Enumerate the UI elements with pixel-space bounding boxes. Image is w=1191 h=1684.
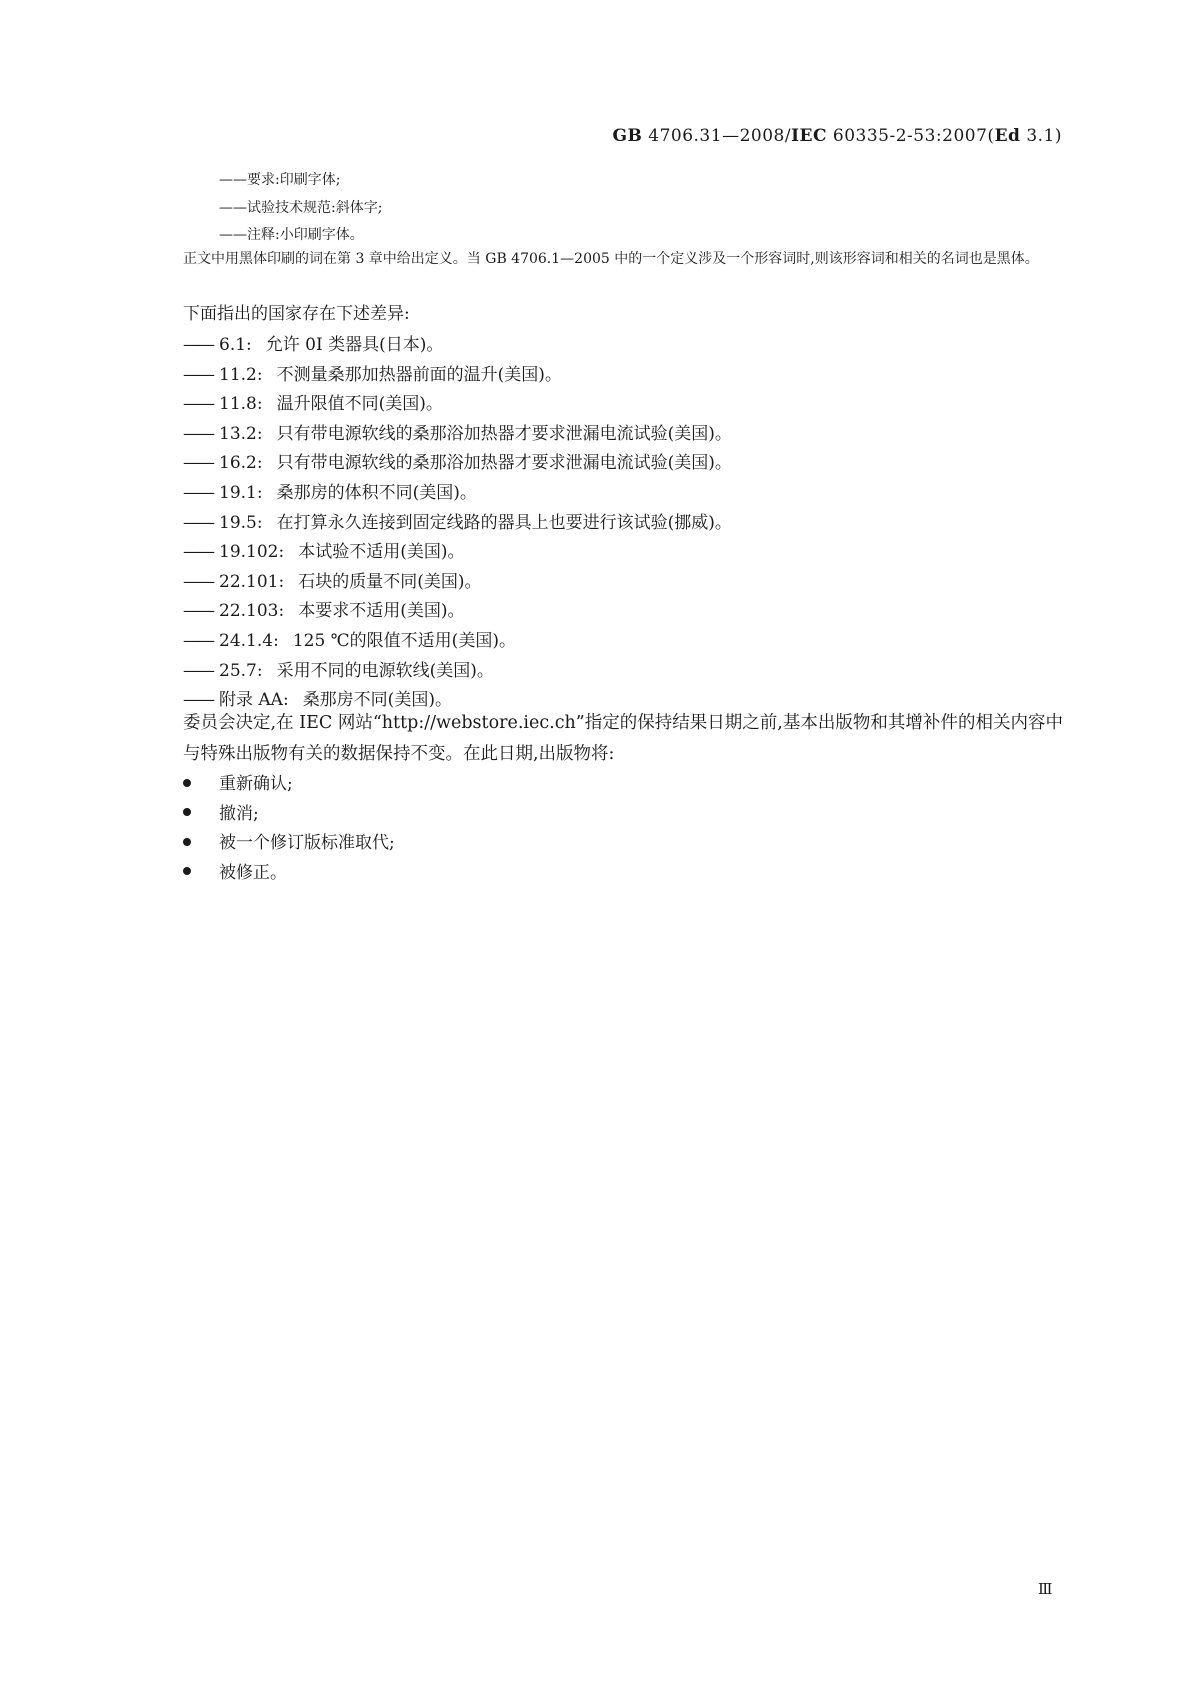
bullet-text: 被修正。 — [219, 862, 287, 883]
clause-number: 19.102: — [219, 542, 285, 563]
committee-paragraph: 委员会决定,在 IEC 网站“http://webstore.iec.ch”指定的保持结果日期之前,基本出版物和其增补件的相关内容中与特殊出版物有关的数据保持不变。在此日期,出版物将: — [183, 713, 1063, 764]
difference-item — [183, 513, 732, 533]
difference-text: 只有带电源软线的桑那浴加热器才要求泄漏电流试验(美国)。 — [276, 453, 732, 474]
clause-number: 22.101: — [219, 571, 285, 592]
clause-number: 附录 AA: — [219, 690, 289, 711]
differences-intro: 下面指出的国家存在下述差异: — [183, 304, 410, 324]
em-dash: —— — [183, 631, 213, 651]
difference-text: 温升限值不同(美国)。 — [276, 394, 443, 415]
bullet-text: 被一个修订版标准取代; — [219, 833, 395, 853]
bullet-dot-icon — [183, 867, 191, 875]
bullet-item — [183, 774, 293, 794]
em-dash: —— — [183, 453, 213, 474]
bullet-item — [183, 804, 259, 824]
difference-item — [183, 335, 443, 355]
em-dash: —— — [183, 660, 213, 681]
format-item-requirements: ——要求:印刷字体; — [219, 172, 341, 188]
difference-text: 不测量桑那加热器前面的温升(美国)。 — [276, 364, 562, 385]
format-item-notes: ——注释:小印刷字体。 — [219, 227, 364, 243]
bullet-item — [183, 863, 287, 883]
difference-item — [183, 453, 732, 473]
em-dash: —— — [183, 601, 213, 622]
difference-item — [183, 483, 477, 503]
bullet-text: 重新确认; — [219, 774, 293, 794]
clause-number: 13.2: — [219, 423, 263, 444]
header-edition: 3.1) — [1020, 126, 1062, 146]
em-dash: —— — [183, 690, 213, 711]
clause-number: 11.2: — [219, 364, 263, 385]
difference-item — [183, 394, 443, 414]
difference-item — [183, 631, 516, 651]
standard-header — [0, 126, 1062, 146]
clause-number: 24.1.4: — [219, 631, 279, 651]
difference-item — [183, 424, 732, 444]
header-iec-number: 60335-2-53:2007( — [827, 126, 995, 146]
format-item-test-specs: ——试验技术规范:斜体字; — [219, 200, 383, 216]
definition-note: 正文中用黑体印刷的词在第 3 章中给出定义。当 GB 4706.1—2005 中的一个定义涉及一个形容词时,则该形容词和相关的名词也是黑体。 — [183, 251, 1039, 267]
em-dash: —— — [183, 364, 213, 385]
clause-number: 19.1: — [219, 483, 263, 503]
difference-item — [183, 601, 464, 621]
difference-text: 石块的质量不同(美国)。 — [298, 571, 482, 592]
em-dash: —— — [183, 423, 213, 444]
clause-number: 22.103: — [219, 601, 285, 622]
em-dash: —— — [183, 571, 213, 592]
header-gb: GB — [612, 126, 643, 146]
em-dash: —— — [183, 512, 213, 533]
difference-text: 本要求不适用(美国)。 — [298, 601, 465, 622]
em-dash: —— — [183, 542, 213, 563]
clause-number: 6.1: — [219, 335, 252, 355]
difference-text: 采用不同的电源软线(美国)。 — [276, 660, 494, 681]
clause-number: 16.2: — [219, 453, 263, 474]
clause-number: 25.7: — [219, 660, 263, 681]
header-ed: Ed — [994, 126, 1021, 146]
clause-number: 11.8: — [219, 394, 263, 415]
difference-item — [183, 365, 562, 385]
difference-text: 在打算永久连接到固定线路的器具上也要进行该试验(挪威)。 — [276, 512, 732, 533]
bullet-item — [183, 833, 395, 853]
bullet-text: 撤消; — [219, 803, 259, 824]
bullet-dot-icon — [183, 808, 191, 816]
difference-text: 只有带电源软线的桑那浴加热器才要求泄漏电流试验(美国)。 — [276, 423, 732, 444]
header-iec: IEC — [791, 126, 828, 146]
em-dash: —— — [183, 335, 213, 355]
bullet-dot-icon — [183, 838, 191, 846]
difference-text: 125 ℃的限值不适用(美国)。 — [292, 631, 516, 651]
difference-text: 本试验不适用(美国)。 — [298, 542, 465, 563]
page-number: Ⅲ — [1038, 1580, 1053, 1598]
em-dash: —— — [183, 483, 213, 503]
clause-number: 19.5: — [219, 512, 263, 533]
bullet-dot-icon — [183, 779, 191, 787]
difference-item — [183, 572, 481, 592]
em-dash: —— — [183, 394, 213, 415]
difference-text: 桑那房的体积不同(美国)。 — [276, 483, 477, 503]
difference-item — [183, 542, 464, 562]
difference-text: 桑那房不同(美国)。 — [302, 690, 452, 711]
difference-text: 允许 0I 类器具(日本)。 — [265, 335, 444, 355]
header-number: 4706.31—2008/ — [642, 126, 792, 146]
difference-item — [183, 661, 494, 681]
